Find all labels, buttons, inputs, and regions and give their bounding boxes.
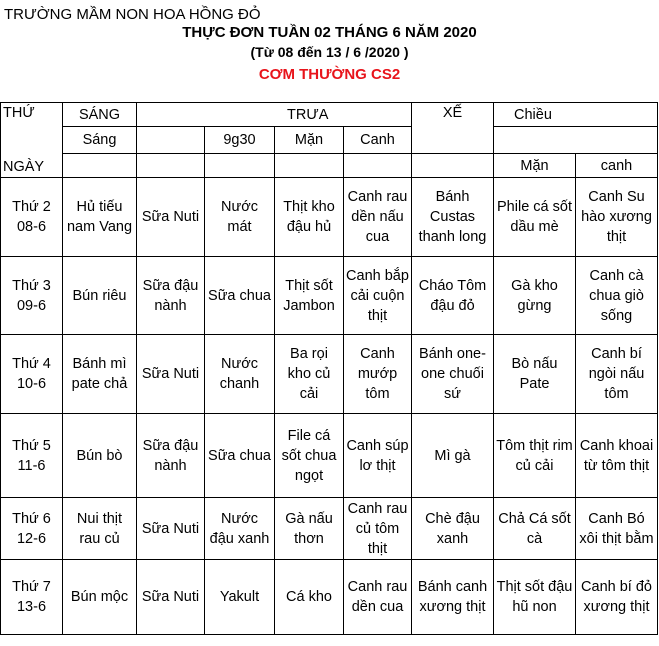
lunch-main-cell: Cá kho bbox=[275, 560, 344, 635]
milk-cell: Sữa Nuti bbox=[137, 178, 205, 257]
dinner-soup-cell: Canh bí đỏ xương thịt bbox=[576, 560, 658, 635]
dinner-main-cell: Chả Cá sốt cà bbox=[494, 498, 576, 560]
col-chieu-man-header: Mặn bbox=[494, 154, 576, 178]
day-cell: Thứ 2 08-6 bbox=[1, 178, 63, 257]
col-canh-header: Canh bbox=[344, 127, 412, 154]
afternoon-snack-cell: Mì gà bbox=[412, 414, 494, 498]
col-chieu-header: Chiều bbox=[494, 103, 658, 127]
col-trua-header: TRƯA bbox=[205, 103, 412, 127]
date-range: (Từ 08 đến 13 / 6 /2020 ) bbox=[250, 44, 409, 60]
dinner-main-cell: Bò nấu Pate bbox=[494, 335, 576, 414]
dinner-soup-cell: Canh Su hào xương thịt bbox=[576, 178, 658, 257]
lunch-soup-cell: Canh súp lơ thịt bbox=[344, 414, 412, 498]
afternoon-snack-cell: Bánh one-one chuối sứ bbox=[412, 335, 494, 414]
header-empty bbox=[205, 154, 275, 178]
weekly-menu-table bbox=[0, 102, 658, 635]
milk-cell: Sữa Nuti bbox=[137, 498, 205, 560]
snack-cell: Yakult bbox=[205, 560, 275, 635]
day-cell: Thứ 3 09-6 bbox=[1, 257, 63, 335]
snack-cell: Sữa chua bbox=[205, 257, 275, 335]
header-empty bbox=[494, 127, 658, 154]
col-9g30-header: 9g30 bbox=[205, 127, 275, 154]
col-man-header: Mặn bbox=[275, 127, 344, 154]
col-sang-sub: Sáng bbox=[63, 127, 137, 154]
milk-cell: Sữa đậu nành bbox=[137, 414, 205, 498]
col-thu-header: THỨ bbox=[1, 103, 63, 127]
dinner-main-cell: Thịt sốt đậu hũ non bbox=[494, 560, 576, 635]
dinner-soup-cell: Canh cà chua giò sống bbox=[576, 257, 658, 335]
header-empty bbox=[412, 154, 494, 178]
lunch-soup-cell: Canh bắp cải cuộn thịt bbox=[344, 257, 412, 335]
table-row bbox=[1, 335, 658, 414]
snack-cell: Nước đậu xanh bbox=[205, 498, 275, 560]
table-row bbox=[1, 178, 658, 257]
dinner-main-cell: Phile cá sốt dầu mè bbox=[494, 178, 576, 257]
table-row bbox=[1, 414, 658, 498]
header-empty bbox=[344, 154, 412, 178]
dinner-main-cell: Gà kho gừng bbox=[494, 257, 576, 335]
dinner-soup-cell: Canh Bó xôi thịt bằm bbox=[576, 498, 658, 560]
breakfast-cell: Nui thịt rau củ bbox=[63, 498, 137, 560]
lunch-soup-cell: Canh rau dền nấu cua bbox=[344, 178, 412, 257]
col-xe-header: XẾ bbox=[412, 103, 494, 154]
afternoon-snack-cell: Bánh canh xương thịt bbox=[412, 560, 494, 635]
afternoon-snack-cell: Chè đậu xanh bbox=[412, 498, 494, 560]
lunch-main-cell: Ba rọi kho củ cải bbox=[275, 335, 344, 414]
table-row bbox=[1, 560, 658, 635]
lunch-main-cell: Gà nấu thơn bbox=[275, 498, 344, 560]
milk-cell: Sữa Nuti bbox=[137, 560, 205, 635]
table-row bbox=[1, 498, 658, 560]
col-chieu-canh-header: canh bbox=[576, 154, 658, 178]
school-name: TRƯỜNG MẦM NON HOA HỒNG ĐỎ bbox=[4, 6, 261, 23]
snack-cell: Sữa chua bbox=[205, 414, 275, 498]
header-empty bbox=[137, 127, 205, 154]
col-ngay-header: NGÀY bbox=[1, 154, 63, 178]
lunch-soup-cell: Canh mướp tôm bbox=[344, 335, 412, 414]
milk-cell: Sữa Nuti bbox=[137, 335, 205, 414]
snack-cell: Nước mát bbox=[205, 178, 275, 257]
day-cell: Thứ 5 11-6 bbox=[1, 414, 63, 498]
col-sang-header: SÁNG bbox=[63, 103, 137, 127]
header-empty bbox=[137, 103, 205, 127]
lunch-main-cell: Thịt kho đậu hủ bbox=[275, 178, 344, 257]
breakfast-cell: Bún bò bbox=[63, 414, 137, 498]
dinner-soup-cell: Canh khoai từ tôm thịt bbox=[576, 414, 658, 498]
afternoon-snack-cell: Cháo Tôm đậu đỏ bbox=[412, 257, 494, 335]
day-cell: Thứ 4 10-6 bbox=[1, 335, 63, 414]
lunch-soup-cell: Canh rau củ tôm thịt bbox=[344, 498, 412, 560]
day-cell: Thứ 6 12-6 bbox=[1, 498, 63, 560]
afternoon-snack-cell: Bánh Custas thanh long bbox=[412, 178, 494, 257]
header-empty bbox=[1, 127, 63, 154]
dinner-soup-cell: Canh bí ngòi nấu tôm bbox=[576, 335, 658, 414]
breakfast-cell: Hủ tiếu nam Vang bbox=[63, 178, 137, 257]
lunch-main-cell: File cá sốt chua ngọt bbox=[275, 414, 344, 498]
header-empty bbox=[275, 154, 344, 178]
breakfast-cell: Bún riêu bbox=[63, 257, 137, 335]
snack-cell: Nước chanh bbox=[205, 335, 275, 414]
dinner-main-cell: Tôm thịt rim củ cải bbox=[494, 414, 576, 498]
day-cell: Thứ 7 13-6 bbox=[1, 560, 63, 635]
lunch-main-cell: Thịt sốt Jambon bbox=[275, 257, 344, 335]
header-empty bbox=[63, 154, 137, 178]
header-empty bbox=[137, 154, 205, 178]
menu-title: THỰC ĐƠN TUẦN 02 THÁNG 6 NĂM 2020 bbox=[182, 24, 477, 41]
table-row bbox=[1, 257, 658, 335]
milk-cell: Sữa đậu nành bbox=[137, 257, 205, 335]
lunch-soup-cell: Canh rau dền cua bbox=[344, 560, 412, 635]
breakfast-cell: Bánh mì pate chả bbox=[63, 335, 137, 414]
menu-type: CƠM THƯỜNG CS2 bbox=[258, 66, 401, 83]
breakfast-cell: Bún mộc bbox=[63, 560, 137, 635]
